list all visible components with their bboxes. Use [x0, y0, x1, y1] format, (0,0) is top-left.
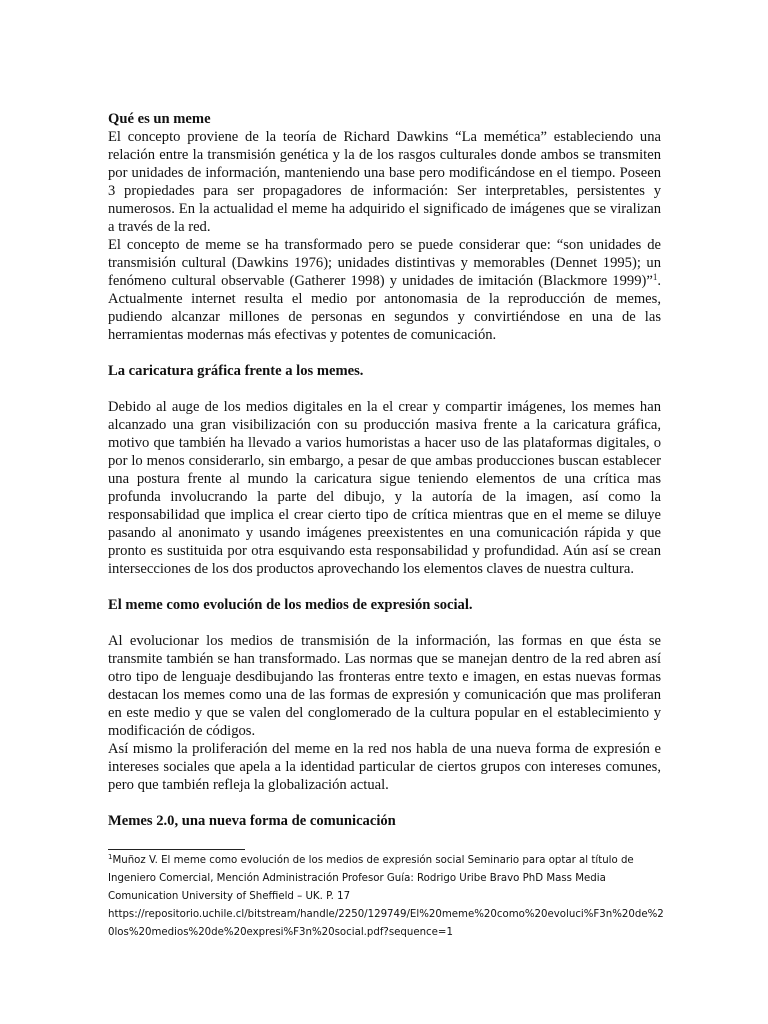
paragraph-meme-concept: El concepto proviene de la teoría de Richard Dawkins “La memética” estableciendo una relación entre la transmisión genética y la de los rasgos culturales donde ambos se transmiten por unidades de información, manteniendo una base pero modificándose en el tiempo. Poseen 3 propiedades para ser propagadores de información: Ser interpretables, persistentes y numerosos. En la actualidad el meme ha adquirido el significado de imágenes que se viralizan a través de la red.	[108, 129, 661, 235]
paragraph-evolucion: Al evolucionar los medios de transmisión de la información, las formas en que ésta se transmite también se han transformado. Las normas que se manejan dentro de la red abren así otro tipo de lenguaje desdibujando las fronteras entre texto e imagen, en estas nuevas formas destacan los memes como una de las formas de expresión y comunicación que mas proliferan en este medio y que se valen del conglomerado de la cultura popular en el establecimiento y modificación de códigos.	[108, 633, 661, 739]
footnote-mark: 1	[108, 853, 113, 861]
definition-text-part-1: El concepto de meme se ha transformado pero se puede considerar que: “son unidades de transmisión cultural (Dawkins 1976); unidades distintivas y memorables (Dennet 1995); un fenómeno cultural observable (Gatherer 1998) y unidades de imitación (Blackmore 1999)”	[108, 237, 661, 289]
section-heading-memes-2-0: Memes 2.0, una nueva forma de comunicación	[108, 813, 396, 829]
section-heading-que-es-un-meme: Qué es un meme	[108, 111, 211, 127]
footnote-citation	[108, 852, 668, 906]
definition-text-part-2: . Actualmente internet resulta el medio por antonomasia de la reproducción de memes, pudiendo alcanzar millones de personas en segundos y convirtiéndose en una de las herramientas modernas más efectivas y potentes de comunicación.	[108, 273, 661, 343]
section-heading-evolucion: El meme como evolución de los medios de expresión social.	[108, 597, 473, 613]
footnote-reference[interactable]: 1	[652, 272, 658, 282]
footnote-text: Muñoz V. El meme como evolución de los medios de expresión social Seminario para optar al título de Ingeniero Comercial, Mención Administración Profesor Guía: Rodrigo Uribe Bravo PhD Mass Media Comunication University of Sheffield – UK. P. 17	[108, 855, 634, 902]
paragraph-proliferacion: Así mismo la proliferación del meme en la red nos habla de una nueva forma de expresión e intereses sociales que apela a la identidad particular de ciertos grupos con intereses comunes, pero que también refleja la globalización actual.	[108, 741, 661, 793]
paragraph-meme-definition	[108, 236, 661, 344]
footnote-url[interactable]: https://repositorio.uchile.cl/bitstream/handle/2250/129749/El%20meme%20como%20evoluci%F3n%20de%20los%20medios%20de%20expresi%F3n%20social.pdf?sequence=1	[108, 909, 664, 938]
document-page	[108, 110, 661, 830]
paragraph-caricatura: Debido al auge de los medios digitales en la el crear y compartir imágenes, los memes han alcanzado una gran visibilización con su producción masiva frente a la caricatura gráfica, motivo que también ha llevado a varios humoristas a hacer uso de las plataformas digitales, o por lo menos considerarlo, sin embargo, a pesar de que ambas producciones buscan establecer una postura frente al mundo la caricatura sigue teniendo elementos de una crítica mas profunda involucrando la parte del dibujo, y la autoría de la imagen, así como la responsabilidad que implica el crear cierto tipo de crítica mientras que en el meme se diluye pasando al anonimato y usando imágenes preexistentes en una comunicación rápida y que pronto es sustituida por otra esquivando esta responsabilidad y profundidad. Aún así se crean intersecciones de los dos productos aprovechando los elementos claves de nuestra cultura.	[108, 399, 661, 577]
footnote-separator	[108, 849, 245, 850]
section-heading-caricatura: La caricatura gráfica frente a los memes.	[108, 363, 364, 379]
footnote	[108, 852, 668, 942]
